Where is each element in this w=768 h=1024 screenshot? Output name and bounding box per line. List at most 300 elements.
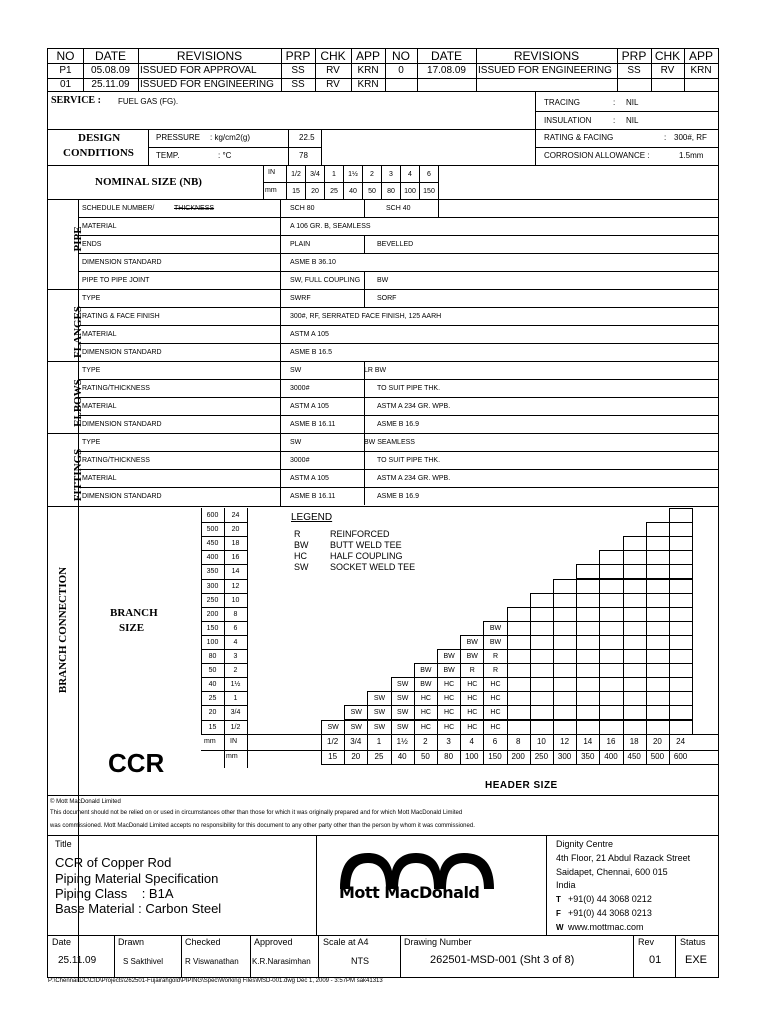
revision-cell: 0 [398, 65, 404, 76]
header-in: 14 [583, 736, 593, 746]
tel-label: T [556, 895, 561, 904]
branch-in: 1½ [230, 681, 241, 689]
branch-cell: HC [437, 705, 461, 720]
header-mm: 400 [604, 751, 618, 761]
approved-label: Approved [254, 937, 293, 947]
nominal-in-value: 4 [400, 165, 420, 183]
branch-cell [623, 663, 647, 678]
spec-label: MATERIAL [82, 475, 117, 482]
branch-cell [623, 705, 647, 720]
corrosion-label: CORROSION ALLOWANCE : [544, 151, 650, 160]
branch-in: 8 [233, 610, 238, 618]
branch-mm: 15 [208, 723, 217, 731]
branch-cell [669, 663, 693, 678]
branch-mm: 250 [206, 596, 219, 604]
header-mm: 40 [397, 751, 407, 761]
revision-cell: RV [326, 65, 340, 76]
nominal-in-value: 3 [381, 165, 401, 183]
branch-in: 20 [231, 526, 240, 534]
branch-cell [576, 593, 600, 608]
branch-cell [530, 720, 554, 735]
branch-mm: 25 [208, 695, 217, 703]
branch-cell [646, 564, 670, 579]
spec-value-1: SW [290, 439, 302, 446]
branch-cell [553, 677, 577, 692]
branch-cell: HC [483, 720, 507, 735]
branch-cell [646, 593, 670, 608]
branch-cell [646, 579, 670, 594]
header-mm: 15 [328, 751, 338, 761]
branch-cell [507, 705, 531, 720]
nominal-mm-value: 15 [286, 182, 306, 200]
branch-cell [623, 550, 647, 565]
branch-cell [599, 550, 623, 565]
branch-cell [530, 607, 554, 622]
spec-label: RATING & FACE FINISH [82, 313, 160, 320]
header-size-label: HEADER SIZE [485, 780, 558, 791]
revision-cell: RV [660, 65, 675, 76]
branch-cell: HC [460, 677, 484, 692]
branch-in: 18 [231, 540, 240, 548]
branch-cell [646, 635, 670, 650]
branch-cell [646, 705, 670, 720]
checked-label: Checked [185, 937, 221, 947]
branch-mm: 400 [206, 554, 219, 562]
branch-cell [507, 691, 531, 706]
spec-label: TYPE [82, 295, 101, 302]
branch-cell [530, 649, 554, 664]
branch-cell [623, 593, 647, 608]
branch-cell: SW [321, 720, 345, 735]
header-mm: 150 [488, 751, 502, 761]
revision-header: CHK [654, 49, 681, 63]
header-mm: 500 [650, 751, 665, 761]
branch-cell [623, 579, 647, 594]
branch-cell [669, 691, 693, 706]
header-in: 10 [536, 736, 546, 746]
revision-header: REVISIONS [176, 49, 243, 63]
temp-unit: : °C [218, 151, 232, 160]
nominal-in-value: 3/4 [305, 165, 325, 183]
branch-in: 12 [231, 582, 240, 590]
spec-value-1: SW [290, 367, 302, 374]
branch-cell: BW [414, 663, 438, 678]
nominal-in-value: 1½ [343, 165, 363, 183]
header-in: 1 [376, 736, 382, 746]
nominal-mm-value: 150 [419, 182, 439, 200]
branch-cell [576, 677, 600, 692]
title-line-3: Piping Class : B1A [55, 886, 174, 901]
branch-cell [669, 705, 693, 720]
legend-desc: REINFORCED [330, 529, 390, 539]
branch-cell [553, 607, 577, 622]
web-value: www.mottmac.com [568, 922, 644, 932]
branch-cell: SW [367, 720, 391, 735]
branch-mm: 100 [206, 638, 219, 646]
nominal-in-value: 1 [324, 165, 344, 183]
spec-label: RATING/THICKNESS [82, 457, 150, 464]
legend-desc: HALF COUPLING [330, 551, 403, 561]
spec-value-2: SCH 40 [386, 205, 411, 212]
section-pipe: PIPE [72, 226, 84, 252]
class-code: CCR [108, 748, 165, 778]
branch-cell [507, 677, 531, 692]
spec-label: TYPE [82, 367, 101, 374]
branch-cell: BW [460, 649, 484, 664]
branch-cell [669, 536, 693, 551]
spec-label: DIMENSION STANDARD [82, 493, 162, 500]
notice-line-2: was commissioned. Mott MacDonald Limited accepts no responsibility for this document to any other party other than the person by whom it was commissioned. [50, 823, 475, 829]
branch-cell [599, 691, 623, 706]
branch-cell [599, 564, 623, 579]
branch-cell [646, 663, 670, 678]
branch-cell [646, 691, 670, 706]
branch-cell [599, 593, 623, 608]
pressure-unit: : kg/cm2(g) [210, 133, 251, 142]
header-in: 4 [469, 736, 474, 746]
spec-value-2: SORF [377, 295, 397, 302]
branch-cell: HC [460, 691, 484, 706]
header-mm: 600 [673, 751, 688, 761]
branch-cell: HC [483, 691, 507, 706]
spec-value-1: ASME B 16.5 [290, 349, 333, 356]
nominal-mm-value: 40 [343, 182, 363, 200]
revision-cell: KRN [357, 65, 379, 76]
legend-desc: BUTT WELD TEE [330, 540, 402, 550]
branch-cell [576, 607, 600, 622]
branch-cell [599, 579, 623, 594]
branch-mm: 40 [208, 681, 217, 689]
rating-facing-label: RATING & FACING [544, 133, 614, 142]
branch-in: 24 [231, 512, 240, 519]
spec-value-2: BW SEAMLESS [364, 439, 415, 446]
branch-cell [599, 635, 623, 650]
branch-mm: 300 [206, 582, 219, 590]
date-value: 25.11.09 [58, 955, 97, 966]
pressure-label: PRESSURE [156, 133, 201, 142]
revision-cell: P1 [59, 65, 72, 76]
branch-cell: HC [414, 705, 438, 720]
header-in-label: IN [230, 737, 237, 745]
spec-value-1: PLAIN [290, 241, 311, 248]
nominal-size-label: NOMINAL SIZE (NB) [95, 176, 202, 188]
spec-value-1: 3000# [290, 385, 310, 392]
notice-line-1: This document should not be relied on or used in circumstances other than those for which it was originally prepared and for which Mott MacDonald Limited [50, 810, 463, 816]
spec-value-1: SCH 80 [290, 205, 315, 212]
spec-value-1: ASTM A 105 [290, 331, 329, 338]
branch-cell: R [460, 663, 484, 678]
rating-facing-value: 300#, RF [674, 133, 707, 142]
scale-label: Scale at A4 [323, 937, 369, 947]
branch-cell [623, 564, 647, 579]
branch-cell: BW [483, 621, 507, 636]
branch-cell [599, 720, 623, 735]
branch-cell: SW [391, 705, 415, 720]
section-elbows: ELBOWS [72, 379, 84, 427]
nominal-mm-value: 80 [381, 182, 401, 200]
branch-cell [599, 607, 623, 622]
branch-cell: R [483, 649, 507, 664]
branch-cell: SW [367, 691, 391, 706]
header-mm: 300 [557, 751, 572, 761]
branch-cell: HC [414, 720, 438, 735]
revision-cell: KRN [357, 79, 379, 90]
header-in: 2 [423, 736, 428, 746]
header-in: 1½ [396, 736, 408, 746]
insulation-label: INSULATION [544, 116, 592, 125]
drawn-label: Drawn [118, 937, 145, 947]
branch-cell [646, 522, 670, 537]
branch-cell: SW [344, 720, 368, 735]
header-mm: 80 [444, 751, 454, 761]
branch-mm: 500 [206, 526, 219, 534]
fax-label: F [556, 909, 561, 918]
tracing-label: TRACING [544, 98, 580, 107]
revision-cell: 25.11.09 [91, 79, 130, 90]
branch-cell: HC [460, 705, 484, 720]
spec-label: DIMENSION STANDARD [82, 421, 162, 428]
branch-cell [623, 635, 647, 650]
service-value: FUEL GAS (FG). [118, 97, 179, 106]
branch-cell [576, 663, 600, 678]
legend-code: BW [294, 540, 309, 550]
section-flanges: FLANGES [72, 306, 84, 358]
branch-cell [553, 593, 577, 608]
spec-value-2: TO SUIT PIPE THK. [377, 457, 441, 464]
nominal-in-label: IN [268, 169, 275, 176]
branch-cell: SW [391, 677, 415, 692]
legend-title: LEGEND [291, 512, 333, 523]
web-label: W [556, 923, 564, 932]
branch-cell [669, 579, 693, 594]
branch-cell [669, 720, 693, 735]
branch-mm: 150 [206, 624, 219, 632]
drawing-sheet: NO DATE REVISIONS PRP CHK APP NO DATE REVISIONS PRP CHK APP P1 05.08.09 ISSUED FOR APPROVAL SS RV KRN 01 25.11.09 ISSUED FOR ENGINEERING SS RV KRN 0 17.08.09 ISSUED FOR ENGINEERING SS RV KRN SERVICE : FUEL GAS (FG). TRACING : NIL INSULATION : NIL DESIGN CONDITIONS PRESSURE : kg/cm2(g) 22.5 TEMP. : °C 78 RATING & FACING : 300#, RF CORROSION ALLOWANCE : 1.5mm NOMINAL SIZE (NB) IN mm 1/2 3/4 1 1½ 2 3 4 6 15 20 25 40 50 80 100 150 SCHEDULE NUMBER/ THICKNESS SCH 80 SCH 40 MATERIAL A 106 GR. B, SEAMLESS ENDS PLAIN BEVELLED DIMENSION STANDARD ASME B 36.10 PIPE TO PIPE JOINT SW, FULL COUPLING BW TYPE SWRF SORF RATING & FACE FINISH 300#, RF, SERRATED FACE FINISH, 125 AARH MATERIAL ASTM A 105 DIMENSION STANDARD ASME B 16.5 TYPE SW LR BW RATING/THICKNESS 3000# TO SUIT PIPE THK. MATERIAL ASTM A 105 ASTM A 234 GR. WPB. DIMENSION STANDARD ASME B 16.11 ASME B 16.9 TYPE SW BW SEAMLESS RATING/THICKNESS 3000# TO SUIT PIPE THK. MATERIAL ASTM A 105 ASTM A 234 GR. WPB. DIMENSION STANDARD ASME B 16.11 ASME B 16.9 PIPE FLANGES ELBOWS FITTINGS BRANCH CONNECTION BRANCH SIZE LEGEND R REINFORCED BW BUTT WELD TEE HC HALF COUPLING SW SOCKET WELD TEE 600 24 500 20 450 18 400 16 350 14 300 12 250 10 200 8 150 6 100 4 80 3 50 2 40 1½ 25 1 20 3/4 15 1/2 BW BW BW BW BW R BW BW R R SW BW HC HC HC SW SW HC HC HC HC SW SW SW HC HC HC HC SW SW SW SW HC HC HC HC mm IN mm 1/2 15 3/4 20 1 25 1½ 40 2 50 3 80 4 100 6 150 8 200 10 250 12 300 14 350 16 400 18 450 20 500 24 600 CCR HEADER SIZE © Mott MacDonald Limited This document should not be relied on or used in circumstances other than those for which it was originally prepared and for which Mott MacDonald Limited was commissioned. Mott MacDonald Limited accepts no responsibility for this document to any other party other than the person by whom it was commissioned. Title CCR of Copper Rod Piping Material Specification Piping Class : B1A Base Material : Carbon Steel Mott MacDonald Dignity Centre 4th Floor, 21 Abdul Razack Street Saidapet, Chennai, 600 015 India T +91(0) 44 3068 0212 F +91(0) 44 3068 0213 W www.mottmac.com Date 25.11.09 Drawn S Sakthivel Checked R Viswanathan Approved K.R.Narasimhan Scale at A4 NTS Drawing Number 262501-MSD-001 (Sht 3 of 8) Rev 01 Status EXE [47, 48, 719, 978]
header-mm: 50 [420, 751, 430, 761]
spec-label: DIMENSION STANDARD [82, 259, 162, 266]
header-in: 3/4 [350, 736, 362, 746]
header-in: 18 [629, 736, 639, 746]
status-value: EXE [685, 954, 708, 966]
drawn-value: S Sakthivel [123, 957, 164, 966]
branch-cell [646, 720, 670, 735]
temp-value: 78 [299, 151, 308, 160]
branch-cell: BW [437, 663, 461, 678]
branch-cell [553, 663, 577, 678]
spec-value-2: ASTM A 234 GR. WPB. [377, 403, 451, 410]
spec-label: TYPE [82, 439, 101, 446]
branch-cell [623, 536, 647, 551]
branch-cell: BW [460, 635, 484, 650]
branch-cell [507, 621, 531, 636]
branch-cell: BW [437, 649, 461, 664]
address-line-2: 4th Floor, 21 Abdul Razack Street [556, 853, 691, 863]
branch-in: 1 [233, 695, 238, 703]
branch-cell [623, 677, 647, 692]
branch-cell [507, 720, 531, 735]
branch-cell [576, 720, 600, 735]
header-mm: 450 [627, 751, 641, 761]
spec-value-2: ASTM A 234 GR. WPB. [377, 475, 451, 482]
title-line-1: CCR of Copper Rod [55, 855, 172, 870]
branch-cell: HC [483, 705, 507, 720]
branch-cell [623, 607, 647, 622]
branch-cell [646, 677, 670, 692]
legend-code: R [294, 529, 301, 539]
header-mm: 20 [351, 751, 361, 761]
branch-cell [553, 649, 577, 664]
revision-header: APP [688, 49, 713, 63]
branch-cell: R [483, 663, 507, 678]
insulation-value: NIL [626, 116, 639, 125]
header-mm: 350 [581, 751, 595, 761]
branch-in: 4 [233, 638, 238, 646]
spec-value-1: ASTM A 105 [290, 403, 329, 410]
spec-value-1: SWRF [290, 295, 311, 302]
spec-label: SCHEDULE NUMBER/ [82, 205, 155, 212]
branch-cell: SW [391, 720, 415, 735]
nominal-mm-value: 25 [324, 182, 344, 200]
header-mm: 250 [534, 751, 549, 761]
branch-mm: 600 [206, 512, 219, 519]
design-label-2: CONDITIONS [63, 147, 134, 159]
spec-label-struck: THICKNESS [174, 205, 215, 212]
date-label: Date [52, 937, 72, 947]
revision-cell: ISSUED FOR ENGINEERING [478, 65, 612, 76]
address-line-1: Dignity Centre [556, 839, 614, 849]
spec-label: MATERIAL [82, 223, 117, 230]
tel-value: +91(0) 44 3068 0212 [568, 894, 652, 904]
drawing-number-value: 262501-MSD-001 (Sht 3 of 8) [430, 954, 575, 966]
branch-cell [576, 621, 600, 636]
branch-cell [530, 677, 554, 692]
branch-in: 1/2 [230, 723, 241, 731]
branch-in: 6 [233, 624, 238, 632]
branch-cell [669, 649, 693, 664]
spec-value-1: 300#, RF, SERRATED FACE FINISH, 125 AARH [290, 313, 442, 320]
branch-cell [530, 621, 554, 636]
spec-value-1: 3000# [290, 457, 310, 464]
branch-cell [599, 621, 623, 636]
branch-cell: BW [414, 677, 438, 692]
branch-cell: SW [344, 705, 368, 720]
branch-cell [553, 621, 577, 636]
branch-cell [669, 677, 693, 692]
spec-label: PIPE TO PIPE JOINT [82, 277, 150, 284]
branch-cell [599, 705, 623, 720]
branch-cell [530, 635, 554, 650]
revision-header: DATE [430, 49, 463, 63]
revision-cell: SS [627, 65, 641, 76]
spec-label: MATERIAL [82, 403, 117, 410]
branch-cell [576, 649, 600, 664]
branch-cell [646, 607, 670, 622]
revision-header: NO [56, 49, 75, 63]
legend-code: HC [294, 551, 307, 561]
branch-cell [646, 649, 670, 664]
branch-cell [553, 635, 577, 650]
tracing-value: NIL [626, 98, 639, 107]
legend-desc: SOCKET WELD TEE [330, 562, 416, 572]
branch-mm: 50 [208, 667, 217, 675]
pressure-value: 22.5 [299, 133, 315, 142]
revision-header: PRP [621, 49, 647, 63]
spec-value-1: ASME B 36.10 [290, 259, 336, 266]
branch-cell [669, 564, 693, 579]
branch-cell [553, 720, 577, 735]
rev-value: 01 [649, 954, 662, 966]
branch-cell [669, 621, 693, 636]
revision-header: DATE [94, 49, 127, 63]
status-label: Status [680, 937, 706, 947]
branch-cell [553, 705, 577, 720]
revision-cell: 01 [59, 79, 72, 90]
revision-cell: ISSUED FOR ENGINEERING [140, 79, 274, 90]
branch-cell [623, 691, 647, 706]
branch-cell [669, 635, 693, 650]
header-in: 6 [492, 736, 498, 746]
revision-cell: 17.08.09 [427, 65, 466, 76]
header-mm: 100 [465, 751, 479, 761]
branch-cell [576, 691, 600, 706]
revision-header: NO [392, 49, 410, 63]
revision-cell: RV [326, 79, 340, 90]
branch-cell [599, 677, 623, 692]
spec-label: DIMENSION STANDARD [82, 349, 162, 356]
title-line-2: Piping Material Specification [55, 871, 219, 886]
spec-label: MATERIAL [82, 331, 117, 338]
nominal-in-value: 2 [362, 165, 382, 183]
branch-cell [553, 691, 577, 706]
branch-cell [576, 635, 600, 650]
branch-cell [576, 564, 600, 579]
branch-cell [530, 691, 554, 706]
branch-cell [599, 663, 623, 678]
spec-value-2: ASME B 16.9 [377, 421, 420, 428]
spec-value-2: LR BW [364, 367, 387, 374]
spec-value-1: ASME B 16.11 [290, 493, 336, 500]
header-in: 12 [560, 736, 570, 746]
branch-in: 2 [233, 667, 238, 675]
header-in: 20 [652, 736, 662, 746]
spec-value-1: ASME B 16.11 [290, 421, 336, 428]
revision-header: APP [355, 49, 380, 63]
title-line-4: Base Material : Carbon Steel [55, 901, 222, 916]
branch-cell [530, 593, 554, 608]
branch-cell [576, 579, 600, 594]
spec-value-2: BW [377, 277, 389, 284]
revision-cell: SS [291, 65, 305, 76]
revision-cell: KRN [690, 65, 712, 76]
branch-cell: BW [483, 635, 507, 650]
spec-value-2: TO SUIT PIPE THK. [377, 385, 441, 392]
branch-in: 10 [231, 596, 240, 604]
nominal-mm-value: 100 [400, 182, 420, 200]
header-mm-label-2: mm [226, 752, 238, 760]
branch-mm: 350 [206, 568, 219, 576]
header-in: 3 [446, 736, 451, 746]
branch-cell [553, 579, 577, 594]
spec-label: ENDS [82, 241, 102, 248]
section-fittings: FITTINGS [72, 448, 84, 502]
branch-cell [623, 720, 647, 735]
branch-cell [599, 649, 623, 664]
branch-size-label-1: BRANCH [110, 607, 158, 619]
copyright: © Mott MacDonald Limited [50, 799, 121, 805]
legend-code: SW [294, 562, 309, 572]
logo-wordmark: Mott MacDonald [339, 883, 480, 902]
title-label: Title [55, 839, 72, 849]
